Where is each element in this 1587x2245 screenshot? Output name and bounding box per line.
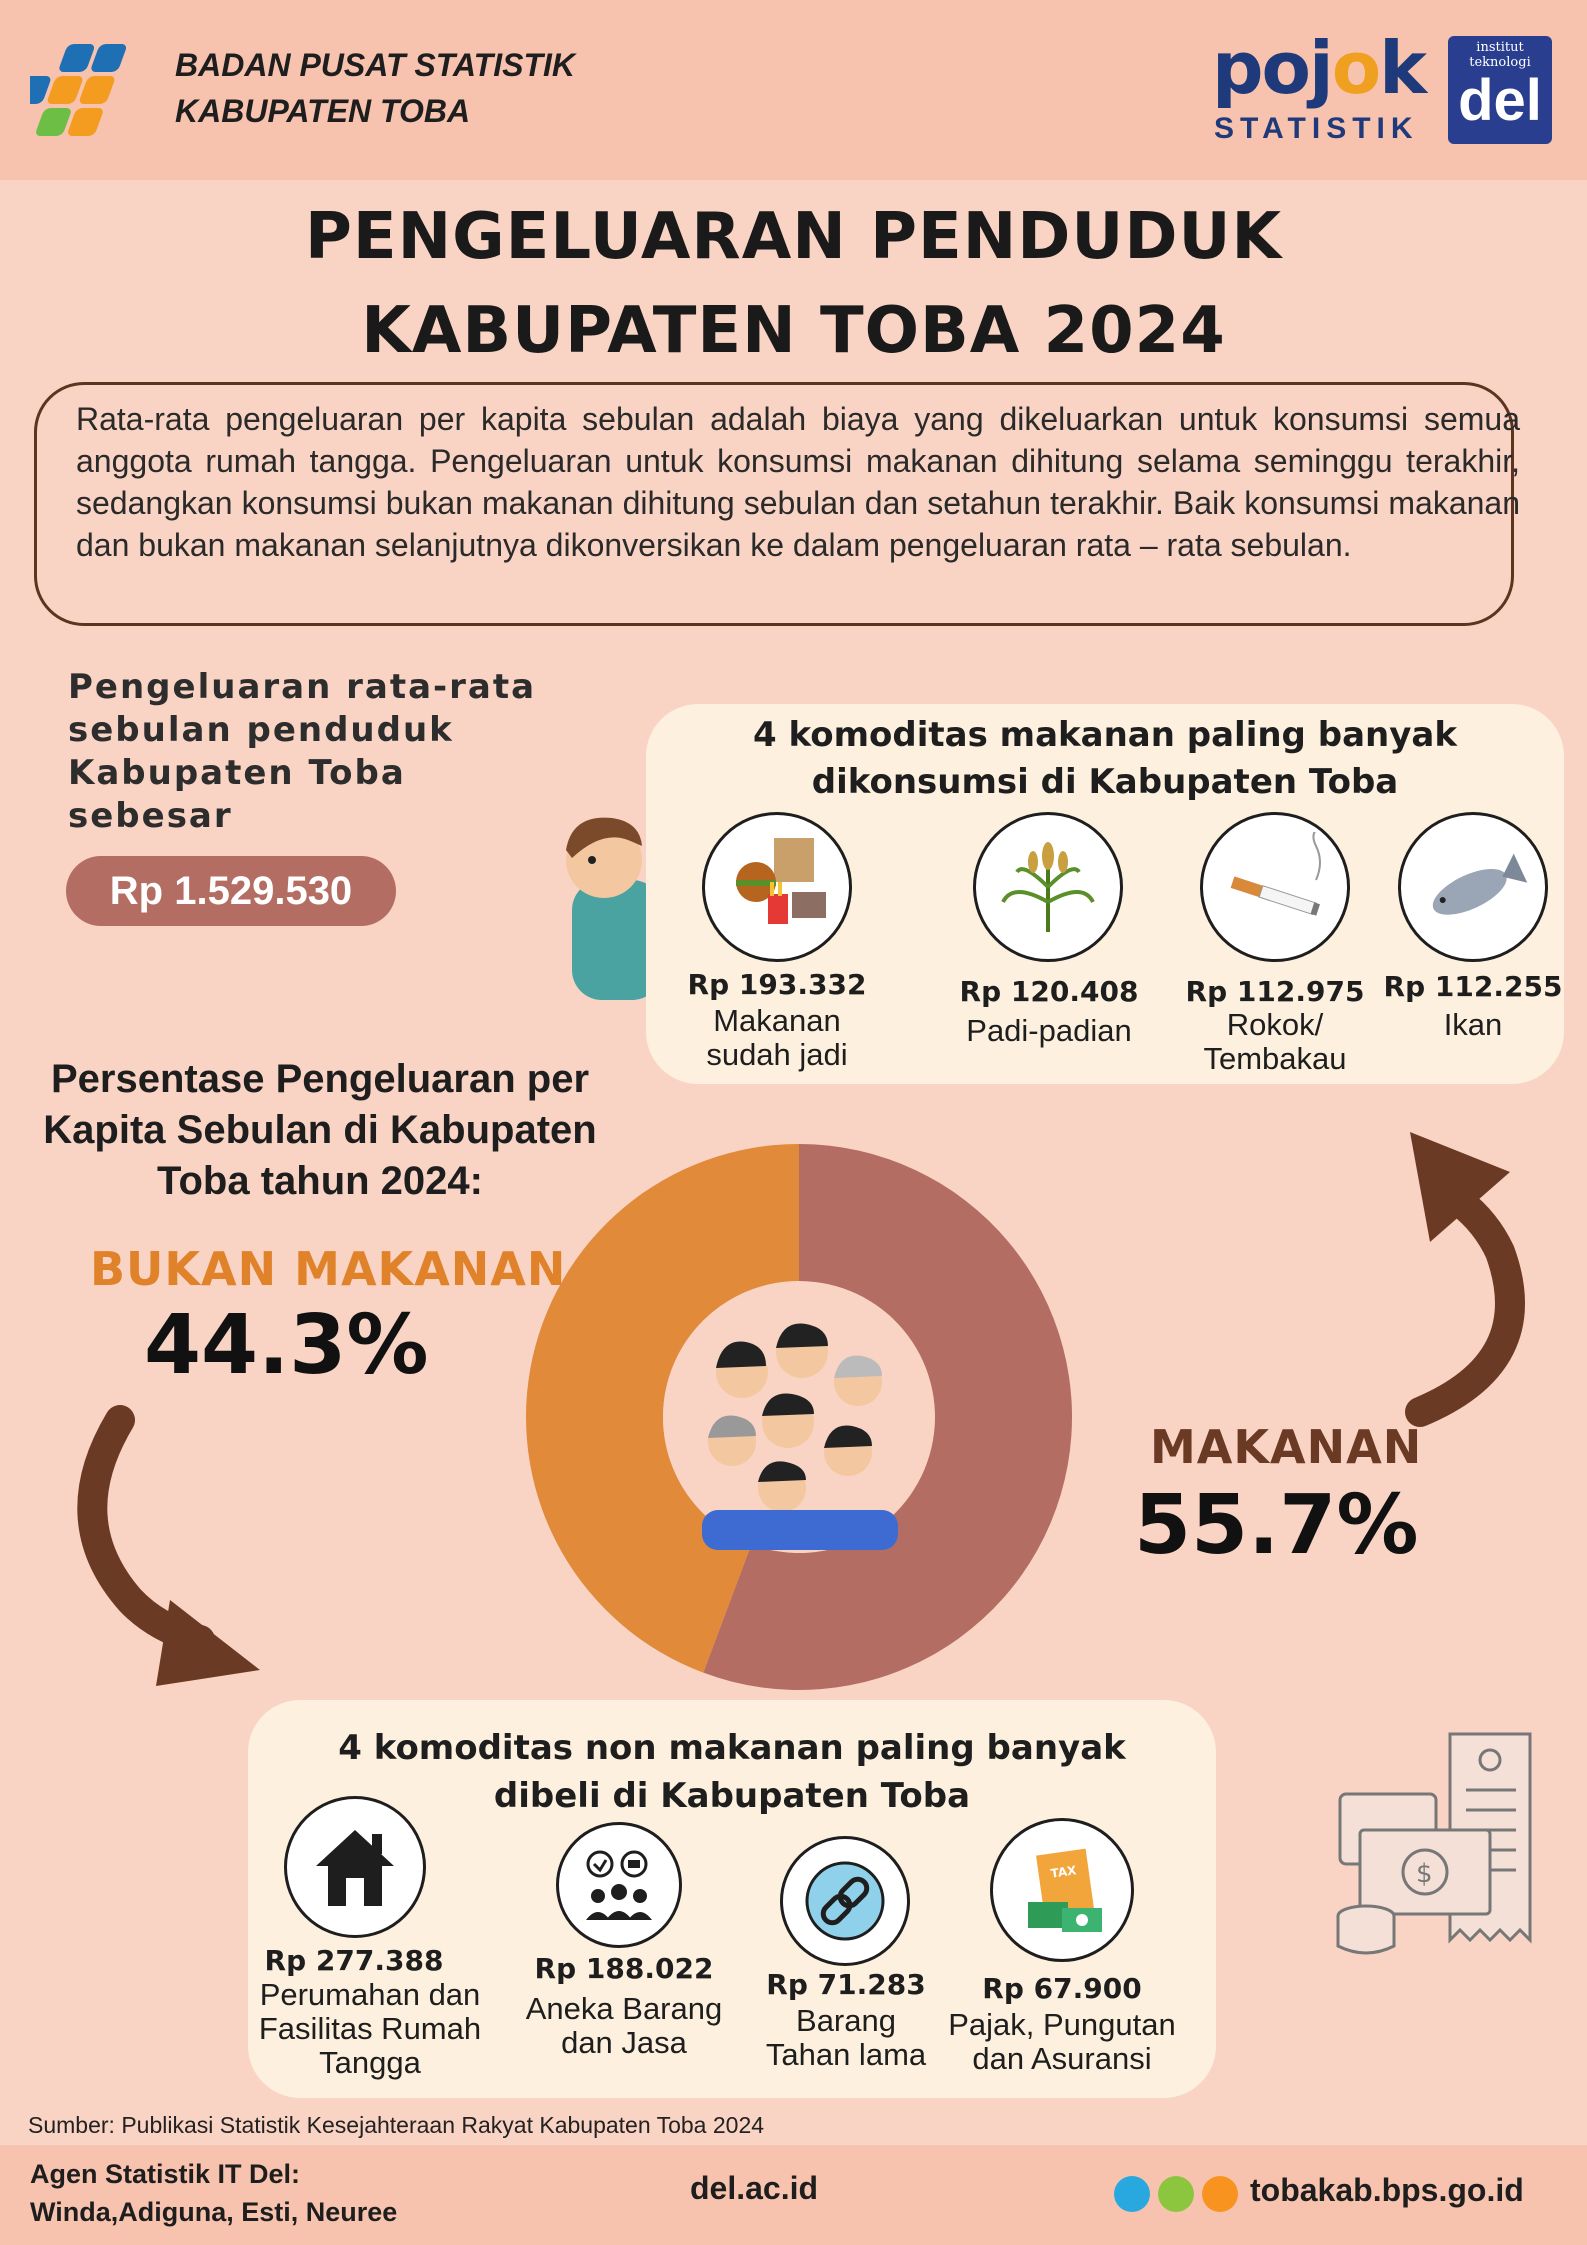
food-commodities-title [646, 712, 1564, 806]
nonfood-item-name-line: Fasilitas Rumah [258, 2011, 482, 2046]
nonfood-commodities-title [248, 1724, 1216, 1820]
average-label-line: Pengeluaran rata-rata [68, 667, 537, 707]
food-title-line2: dikonsumsi di Kabupaten Toba [811, 762, 1399, 802]
agen-credits [30, 2155, 397, 2231]
rice-plant-icon [973, 812, 1123, 962]
food-item-value: Rp 112.975 [1185, 975, 1365, 1008]
bps-logo-icon [30, 38, 162, 146]
del-website-link[interactable]: del.ac.id [690, 2170, 819, 2206]
fast-food-icon [702, 812, 852, 962]
title-line1: PENGELUARAN PENDUDUK [304, 200, 1283, 274]
nonfood-item-name-line: Perumahan dan [259, 1977, 481, 2012]
nonfood-item-name [500, 1992, 748, 2060]
bps-website-link[interactable]: tobakab.bps.go.id [1250, 2172, 1524, 2208]
svg-text:$: $ [1416, 1859, 1433, 1889]
svg-text:TAX: TAX [1049, 1863, 1078, 1881]
nonfood-item-name-line: Pajak, Pungutan [948, 2007, 1176, 2042]
average-value-badge: Rp 1.529.530 [66, 856, 396, 926]
agen-line1: Agen Statistik IT Del: [30, 2159, 301, 2189]
food-item-name [680, 1004, 874, 1072]
average-label [68, 666, 588, 838]
crowd-icon [662, 1282, 934, 1552]
tax-book-icon [990, 1818, 1134, 1962]
nonfood-item-name-line: Tangga [319, 2045, 421, 2080]
nonfood-item-name [236, 1978, 504, 2080]
food-item-name [952, 1014, 1146, 1048]
nonfood-item-name-line: Barang [796, 2003, 896, 2038]
food-item-name-line: Padi-padian [966, 1013, 1132, 1048]
green-dot-icon [1158, 2176, 1194, 2212]
link-icon [780, 1836, 910, 1966]
nonfood-label: BUKAN MAKANAN [90, 1242, 567, 1296]
title-line2: KABUPATEN TOBA 2024 [361, 294, 1226, 368]
cigarette-icon [1200, 812, 1350, 962]
nonfood-title-line2: dibeli di Kabupaten Toba [493, 1776, 971, 1816]
average-label-line: sebesar [68, 796, 233, 836]
food-label: MAKANAN [1150, 1420, 1423, 1474]
nonfood-item-name [730, 2004, 962, 2072]
org-line1: BADAN PUSAT STATISTIK [175, 47, 575, 83]
person-peeking-icon [532, 800, 652, 1000]
food-item-name-line: Rokok/ [1226, 1007, 1324, 1042]
food-percent: 55.7% [1134, 1478, 1419, 1573]
del-logo-word: del [1458, 68, 1542, 133]
food-item-value: Rp 120.408 [959, 975, 1139, 1008]
food-item-name-line: Ikan [1443, 1007, 1503, 1042]
chart-title-line: Toba tahun 2024: [157, 1159, 483, 1203]
description-text: Rata-rata pengeluaran per kapita sebulan adalah biaya yang dikeluarkan untuk konsumsi semua anggota rumah tangga. Pengeluaran untuk konsumsi makanan dihitung selama seminggu terakhir, sedangkan konsumsi bukan makanan dihitung sebulan dan setahun terakhir. Baik konsumsi makanan dan bukan makanan selanjutnya dikonversikan ke dalam pengeluaran rata – rata sebulan. [76, 401, 1520, 563]
community-icon [556, 1822, 682, 1948]
org-line2: KABUPATEN TOBA [175, 93, 471, 129]
food-item-name-line: sudah jadi [706, 1037, 848, 1072]
nonfood-item-name [942, 2008, 1182, 2076]
agen-line2: Winda,Adiguna, Esti, Neuree [30, 2197, 398, 2227]
food-item-name-line: Makanan [713, 1003, 841, 1038]
nonfood-item-name-line: dan Asuransi [972, 2041, 1152, 2076]
page-title [0, 190, 1587, 378]
del-logo [1448, 36, 1552, 144]
fish-icon [1398, 812, 1548, 962]
house-icon [284, 1796, 426, 1938]
nonfood-percent: 44.3% [144, 1298, 429, 1393]
food-item-name [1374, 1008, 1572, 1042]
food-title-line1: 4 komoditas makanan paling banyak [753, 715, 1457, 755]
receipt-money-icon [1330, 1730, 1550, 1960]
nonfood-item-name-line: dan Jasa [561, 2025, 687, 2060]
food-item-name-line: Tembakau [1203, 1041, 1347, 1076]
food-item-value: Rp 112.255 [1383, 970, 1563, 1003]
nonfood-item-name-line: Aneka Barang [525, 1991, 723, 2026]
del-logo-top: institut teknologi [1469, 40, 1531, 70]
source-note: Sumber: Publikasi Statistik Kesejahteraan Rakyat Kabupaten Toba 2024 [28, 2112, 765, 2138]
orange-dot-icon [1202, 2176, 1238, 2212]
average-label-line: sebulan penduduk [68, 710, 454, 750]
chart-title-line: Persentase Pengeluaran per [50, 1057, 590, 1101]
food-item-value: Rp 193.332 [687, 968, 867, 1001]
average-label-line: Kabupaten Toba [68, 753, 406, 793]
nonfood-item-value: Rp 71.283 [766, 1968, 926, 2001]
nonfood-item-value: Rp 67.900 [982, 1972, 1142, 2005]
chart-title [40, 1054, 600, 1207]
arrow-down-icon [60, 1400, 280, 1700]
nonfood-item-value: Rp 188.022 [534, 1952, 714, 1985]
statistik-word: STATISTIK [1214, 112, 1419, 145]
arrow-up-icon [1390, 1112, 1560, 1432]
nonfood-item-name-line: Tahan lama [765, 2037, 927, 2072]
pojok-logo: pojok [1212, 26, 1426, 110]
nonfood-title-line1: 4 komoditas non makanan paling banyak [338, 1728, 1126, 1768]
blue-dot-icon [1114, 2176, 1150, 2212]
chart-title-line: Kapita Sebulan di Kabupaten [43, 1108, 597, 1152]
food-item-name [1176, 1008, 1374, 1076]
bps-org-name [175, 42, 575, 134]
nonfood-item-value: Rp 277.388 [264, 1944, 444, 1977]
